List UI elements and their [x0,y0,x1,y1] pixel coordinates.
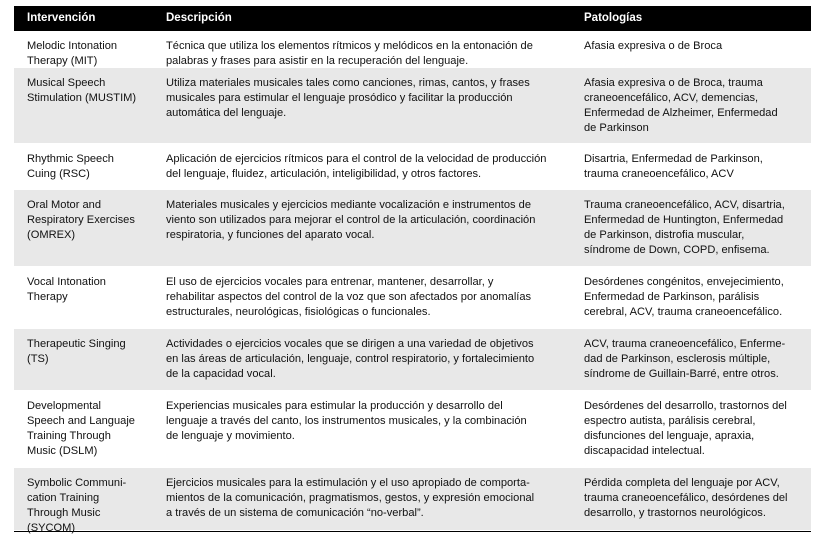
cell-line: en las áreas de articulación, lenguaje, control respiratorio, y fortalecimiento [166,353,535,365]
cell-line: Rhythmic Speech [27,153,114,165]
cell-line: lenguaje a través del canto, los instrumentos musicales, y la combinación [166,415,527,427]
cell-line: de lenguaje y movimiento. [166,430,295,442]
cell-line: Melodic Intonation [27,40,118,52]
pathologies-cell [584,76,804,136]
cell-line: Stimulation (MUSTIM) [27,92,137,104]
cell-line: del lenguaje, fluidez, articulación, inteligibilidad, y otros factores. [166,168,482,180]
cell-line: de Parkinson [584,122,649,134]
cell-line: Técnica que utiliza los elementos rítmicos y melódicos en la entonación de [166,40,533,52]
cell-line: Therapy [27,291,68,303]
cell-line: Music (DSLM) [27,445,98,457]
cell-line: Materiales musicales y ejercicios mediante vocalización e instrumentos de [166,199,532,211]
header-descripcion: Descripción [166,12,232,24]
table-row [14,391,811,468]
cell-line: Desórdenes congénitos, envejecimiento, [584,276,784,288]
cell-line: El uso de ejercicios vocales para entrenar, mantener, desarrollar, y [166,276,494,288]
cell-line: Respiratory Exercises [27,214,135,226]
cell-line: Musical Speech [27,77,106,89]
description-cell [166,275,566,320]
cell-line: Actividades o ejercicios vocales que se dirigen a una variedad de objetivos [166,338,534,350]
cell-line: mientos de la comunicación, pragmatismos, gestos, y expresión emocional [166,492,535,504]
cell-line: Afasia expresiva o de Broca [584,40,723,52]
description-cell [166,337,566,382]
pathologies-cell [584,399,804,459]
cell-line: ACV, trauma craneoencefálico, Enferme- [584,338,786,350]
description-cell [166,476,566,521]
cell-line: Therapy (MIT) [27,55,98,67]
cell-line: musicales para estimular el lenguaje prosódico y facilitar la producción [166,92,513,104]
cell-line: Pérdida completa del lenguaje por ACV, [584,477,780,489]
pathologies-cell [584,152,804,182]
table-header [14,6,811,31]
cell-line: palabras y frases para asistir en la recuperación del lenguaje. [166,55,469,67]
table-row [14,468,811,534]
cell-line: Training Through [27,430,111,442]
cell-line: cerebral, ACV, trauma craneoencefálico. [584,306,783,318]
table-row [14,329,811,391]
cell-line: Desórdenes del desarrollo, trastornos del [584,400,787,412]
intervention-cell [27,39,159,69]
cell-line: Enfermedad de Huntington, Enfermedad [584,214,784,226]
table-row [14,68,811,144]
cell-line: Speech and Languaje [27,415,135,427]
cell-line: craneoencefálico, ACV, demencias, [584,92,759,104]
description-cell [166,399,566,444]
cell-line: viento son utilizados para mejorar el control de la articulación, coordinación [166,214,536,226]
description-cell [166,152,566,182]
intervention-cell [27,152,159,182]
description-cell [166,76,566,121]
cell-line: estructurales, neurológicas, fisiológicas o funcionales. [166,306,431,318]
cell-line: Vocal Intonation [27,276,106,288]
cell-line: discapacidad intelectual. [584,445,705,457]
cell-line: Ejercicios musicales para la estimulación y el uso apropiado de comporta- [166,477,530,489]
cell-line: (SYCOM) [27,522,76,534]
pathologies-cell [584,337,804,382]
cell-line: automática del lenguaje. [166,107,287,119]
cell-line: Aplicación de ejercicios rítmicos para el control de la velocidad de producción [166,153,547,165]
cell-line: Disartria, Enfermedad de Parkinson, [584,153,763,165]
table-row [14,190,811,267]
cell-line: disfunciones del lenguaje, apraxia, [584,430,755,442]
cell-line: trauma craneoencefálico, ACV [584,168,734,180]
cell-line: Experiencias musicales para estimular la producción y desarrollo del [166,400,503,412]
cell-line: Utiliza materiales musicales tales como canciones, rimas, cantos, y frases [166,77,530,89]
pathologies-cell [584,476,804,521]
table-row [14,144,811,190]
cell-line: cation Training [27,492,100,504]
cell-line: Oral Motor and [27,199,101,211]
intervention-cell [27,476,159,536]
cell-line: síndrome de Guillain-Barré, entre otros. [584,368,779,380]
cell-line: (TS) [27,353,49,365]
description-cell [166,39,566,69]
intervention-cell [27,198,159,243]
cell-line: de la capacidad vocal. [166,368,276,380]
cell-line: Symbolic Communi- [27,477,127,489]
cell-line: a través de un sistema de comunicación “no-verbal”. [166,507,424,519]
description-cell [166,198,566,243]
table-body [14,31,811,534]
cell-line: rehabilitar aspectos del control de la voz que son afectados por anomalías [166,291,532,303]
cell-line: (OMREX) [27,229,76,241]
cell-line: espectro autista, parálisis cerebral, [584,415,756,427]
cell-line: de Parkinson, distrofia muscular, [584,229,745,241]
intervention-cell [27,399,159,459]
cell-line: síndrome de Down, COPD, enfisema. [584,244,770,256]
pathologies-cell [584,275,804,320]
cell-line: Therapeutic Singing [27,338,126,350]
intervention-cell [27,275,159,305]
intervention-cell [27,76,159,106]
header-patologias: Patologías [584,12,643,24]
cell-line: Through Music [27,507,101,519]
intervention-cell [27,337,159,367]
cell-line: Cuing (RSC) [27,168,90,180]
cell-line: Enfermedad de Parkinson, parálisis [584,291,760,303]
pathologies-cell [584,198,804,258]
table-row [14,267,811,329]
cell-line: trauma craneoencefálico, desórdenes del [584,492,788,504]
cell-line: respiratoria, y funciones del aparato vocal. [166,229,375,241]
cell-line: Afasia expresiva o de Broca, trauma [584,77,763,89]
cell-line: desarrollo, y trastornos neurológicos. [584,507,766,519]
cell-line: Trauma craneoencefálico, ACV, disartria, [584,199,785,211]
cell-line: Enfermedad de Alzheimer, Enfermedad [584,107,778,119]
cell-line: dad de Parkinson, esclerosis múltiple, [584,353,771,365]
pathologies-cell [584,39,804,54]
table-row [14,31,811,68]
interventions-table [14,6,811,532]
cell-line: Developmental [27,400,101,412]
header-intervencion: Intervención [27,12,96,24]
